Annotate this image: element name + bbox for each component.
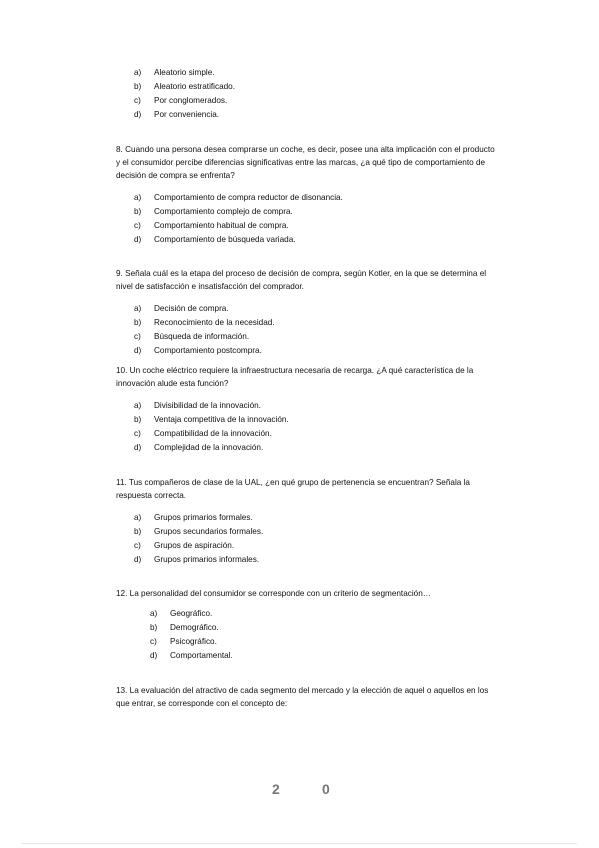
question-11: 11. Tus compañeros de clase de la UAL, ¿en qué grupo de pertenencia se encuentran? Señala la respuesta correcta. [116, 478, 470, 500]
question-10: 10. Un coche eléctrico requiere la infraestructura necesaria de recarga. ¿A qué característica de la innovación alude esta función? [116, 366, 474, 388]
q9-option-b: b) Reconocimiento de la necesidad. [134, 318, 275, 327]
q9-option-c: c) Búsqueda de información. [134, 332, 250, 341]
q8-option-c: c) Comportamiento habitual de compra. [134, 221, 289, 230]
q11-option-a: a) Grupos primarios formales. [134, 513, 253, 522]
q11-option-b: b) Grupos secundarios formales. [134, 527, 264, 536]
q9-option-d: d) Comportamiento postcompra. [134, 346, 262, 355]
q12-option-b: b) Demográfico. [150, 623, 219, 632]
q10-option-b: b) Ventaja competitiva de la innovación. [134, 415, 289, 424]
prev-option-c: c) Por conglomerados. [134, 96, 228, 105]
q9-option-a: a) Decisión de compra. [134, 304, 229, 313]
q10-option-c: c) Compatibilidad de la innovación. [134, 429, 272, 438]
q12-option-a: a) Geográfico. [150, 609, 213, 618]
question-13: 13. La evaluación del atractivo de cada segmento del mercado y la elección de aquel o aquellos en los que entrar, se corresponde con el concepto de: [116, 686, 489, 708]
prev-option-a: a) Aleatorio simple. [134, 68, 215, 77]
prev-option-d: d) Por conveniencia. [134, 110, 220, 119]
page-number-left: 2 [272, 781, 280, 797]
prev-option-b: b) Aleatorio estratificado. [134, 82, 236, 91]
q10-option-a: a) Divisibilidad de la innovación. [134, 401, 261, 410]
question-12: 12. La personalidad del consumidor se corresponde con un criterio de segmentación… [116, 589, 431, 598]
question-8: 8. Cuando una persona desea comprarse un coche, es decir, posee una alta implicación con el producto y el consumidor percibe diferencias significativas entre las marcas, ¿a qué tipo de comportamiento de decisión de compra se enfrenta? [116, 145, 495, 180]
question-9: 9. Señala cuál es la etapa del proceso de decisión de compra, según Kotler, en la que se determina el nivel de satisfacción e insatisfacción del comprador. [116, 269, 487, 291]
q10-option-d: d) Complejidad de la innovación. [134, 443, 264, 452]
footer-divider [22, 843, 577, 844]
q11-option-c: c) Grupos de aspiración. [134, 541, 235, 550]
q12-option-d: d) Comportamental. [150, 651, 233, 660]
q11-option-d: d) Grupos primarios informales. [134, 555, 260, 564]
q8-option-a: a) Comportamiento de compra reductor de disonancia. [134, 193, 343, 202]
q8-option-d: d) Comportamiento de búsqueda variada. [134, 235, 296, 244]
q8-option-b: b) Comportamiento complejo de compra. [134, 207, 293, 216]
q12-option-c: c) Psicográfico. [150, 637, 217, 646]
page-number-right: 0 [322, 781, 330, 797]
